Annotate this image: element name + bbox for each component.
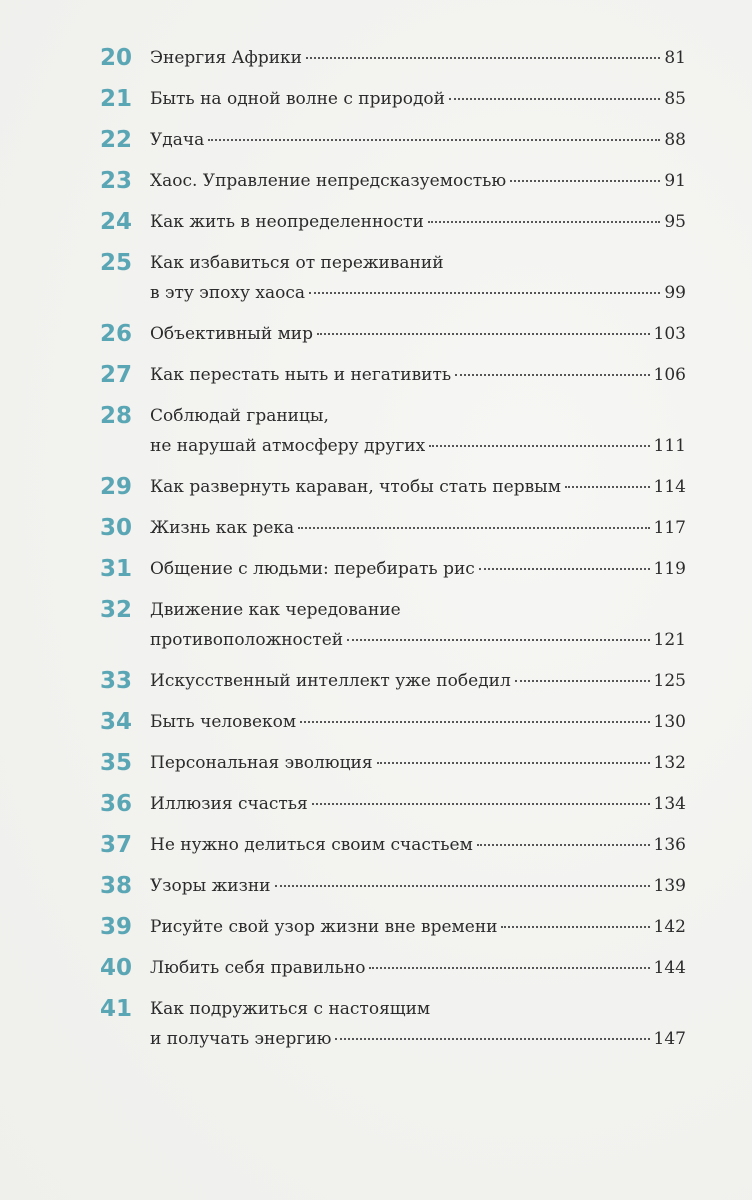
chapter-title-text: Хаос. Управление непредсказуемостью [150, 171, 507, 191]
chapter-title-text: Не нужно делиться своим счастьем [150, 835, 473, 855]
page-number: 136 [653, 835, 686, 855]
page-number: 103 [653, 324, 686, 344]
chapter-number: 39 [100, 914, 133, 940]
page-number: 147 [653, 1029, 686, 1049]
page-number: 144 [653, 958, 686, 978]
chapter-number: 24 [100, 209, 133, 235]
chapter-number: 36 [100, 791, 133, 817]
dot-leader [377, 762, 650, 764]
chapter-number: 35 [100, 750, 133, 776]
chapter-title [150, 953, 686, 983]
chapter-title-text: Искусственный интеллект уже победил [150, 671, 511, 691]
chapter-title [150, 994, 686, 1054]
chapter-title-line [150, 830, 686, 860]
chapter-title [150, 871, 686, 901]
chapter-title-line [150, 912, 686, 942]
chapter-title-line [150, 953, 686, 983]
chapter-number: 27 [100, 362, 133, 388]
page-number: 125 [653, 671, 686, 691]
dot-leader [510, 180, 660, 182]
chapter-title-text: Иллюзия счастья [150, 794, 308, 814]
page-number: 99 [664, 283, 686, 303]
dot-leader [477, 844, 650, 846]
chapter-title-line [150, 625, 686, 655]
page-number: 139 [653, 876, 686, 896]
chapter-title-line [150, 513, 686, 543]
chapter-title [150, 248, 686, 308]
page-number: 134 [653, 794, 686, 814]
page-number: 91 [664, 171, 686, 191]
chapter-number: 28 [100, 403, 133, 429]
chapter-title-text: Жизнь как река [150, 518, 295, 538]
chapter-title-text: Персональная эволюция [150, 753, 373, 773]
chapter-title-text: Как перестать ныть и негативить [150, 365, 452, 385]
chapter-title-text: и получать энергию [150, 1029, 332, 1049]
dot-leader [347, 639, 649, 641]
chapter-number: 21 [100, 86, 133, 112]
chapter-number: 30 [100, 515, 133, 541]
chapter-title [150, 84, 686, 114]
page-number: 130 [653, 712, 686, 732]
chapter-title-text: Быть на одной волне с природой [150, 89, 445, 109]
chapter-title-line [150, 166, 686, 196]
page-number: 121 [653, 630, 686, 650]
page-number: 117 [653, 518, 686, 538]
dot-leader [369, 967, 649, 969]
page-number: 85 [664, 89, 686, 109]
chapter-number: 31 [100, 556, 133, 582]
chapter-number: 33 [100, 668, 133, 694]
chapter-title-line [150, 319, 686, 349]
chapter-title-text: Любить себя правильно [150, 958, 366, 978]
chapter-title [150, 789, 686, 819]
chapter-number: 22 [100, 127, 133, 153]
page-number: 119 [653, 559, 686, 579]
chapter-title [150, 666, 686, 696]
chapter-title-line [150, 43, 686, 73]
page-number: 88 [664, 130, 686, 150]
dot-leader [317, 333, 650, 335]
chapter-title [150, 125, 686, 155]
chapter-number: 37 [100, 832, 133, 858]
chapter-number: 34 [100, 709, 133, 735]
dot-leader [335, 1038, 649, 1040]
dot-leader [309, 292, 660, 294]
chapter-title-text: Энергия Африки [150, 48, 302, 68]
chapter-title-line [150, 248, 686, 278]
chapter-number: 23 [100, 168, 133, 194]
chapter-title [150, 43, 686, 73]
page-number: 132 [653, 753, 686, 773]
chapter-title [150, 595, 686, 655]
chapter-title-line [150, 360, 686, 390]
chapter-title-line [150, 595, 686, 625]
chapter-title [150, 554, 686, 584]
chapter-title-text: не нарушай атмосферу других [150, 436, 426, 456]
chapter-title-line [150, 472, 686, 502]
chapter-title-line [150, 707, 686, 737]
dot-leader [275, 885, 650, 887]
chapter-title [150, 207, 686, 237]
chapter-title-text: Общение с людьми: перебирать рис [150, 559, 475, 579]
dot-leader [306, 57, 660, 59]
chapter-title-text: противоположностей [150, 630, 344, 650]
page-number: 95 [664, 212, 686, 232]
dot-leader [501, 926, 649, 928]
chapter-title-line [150, 748, 686, 778]
chapter-title-line [150, 84, 686, 114]
page-number: 111 [653, 436, 686, 456]
chapter-title-text: Как развернуть караван, чтобы стать первым [150, 477, 561, 497]
dot-leader [429, 445, 649, 447]
chapter-title [150, 513, 686, 543]
chapter-title-line [150, 431, 686, 461]
dot-leader [300, 721, 649, 723]
chapter-title [150, 360, 686, 390]
chapter-title [150, 472, 686, 502]
dot-leader [428, 221, 661, 223]
chapter-number: 20 [100, 45, 133, 71]
page-number: 114 [653, 477, 686, 497]
dot-leader [479, 568, 650, 570]
chapter-title-text: Движение как чередование [150, 600, 401, 620]
chapter-title-line [150, 1024, 686, 1054]
chapter-title-text: Узоры жизни [150, 876, 271, 896]
chapter-title-text: Соблюдай границы, [150, 406, 329, 426]
chapter-title-line [150, 278, 686, 308]
dot-leader [298, 527, 649, 529]
chapter-title-line [150, 125, 686, 155]
chapter-title [150, 401, 686, 461]
page-number: 81 [664, 48, 686, 68]
chapter-title-text: Объективный мир [150, 324, 314, 344]
dot-leader [208, 139, 660, 141]
dot-leader [455, 374, 649, 376]
chapter-title-line [150, 789, 686, 819]
dot-leader [565, 486, 650, 488]
chapter-title-text: Как избавиться от переживаний [150, 253, 444, 273]
chapter-title-line [150, 207, 686, 237]
chapter-title-text: Как жить в неопределенности [150, 212, 424, 232]
chapter-title-text: Удача [150, 130, 205, 150]
chapter-number: 32 [100, 597, 133, 623]
chapter-title-line [150, 666, 686, 696]
chapter-title-line [150, 554, 686, 584]
chapter-number: 25 [100, 250, 133, 276]
chapter-title [150, 830, 686, 860]
chapter-title [150, 166, 686, 196]
chapter-title-line [150, 871, 686, 901]
chapter-number: 41 [100, 996, 133, 1022]
chapter-number: 38 [100, 873, 133, 899]
chapter-title-text: в эту эпоху хаоса [150, 283, 306, 303]
chapter-number: 40 [100, 955, 133, 981]
chapter-number: 29 [100, 474, 133, 500]
dot-leader [312, 803, 650, 805]
chapter-title-text: Быть человеком [150, 712, 297, 732]
chapter-title-text: Рисуйте свой узор жизни вне времени [150, 917, 498, 937]
page-number: 106 [653, 365, 686, 385]
chapter-title-text: Как подружиться с настоящим [150, 999, 431, 1019]
chapter-title [150, 748, 686, 778]
chapter-title [150, 707, 686, 737]
chapter-title [150, 319, 686, 349]
page-number: 142 [653, 917, 686, 937]
chapter-title-line [150, 994, 686, 1024]
dot-leader [449, 98, 660, 100]
chapter-number: 26 [100, 321, 133, 347]
chapter-title [150, 912, 686, 942]
dot-leader [515, 680, 650, 682]
chapter-title-line [150, 401, 686, 431]
